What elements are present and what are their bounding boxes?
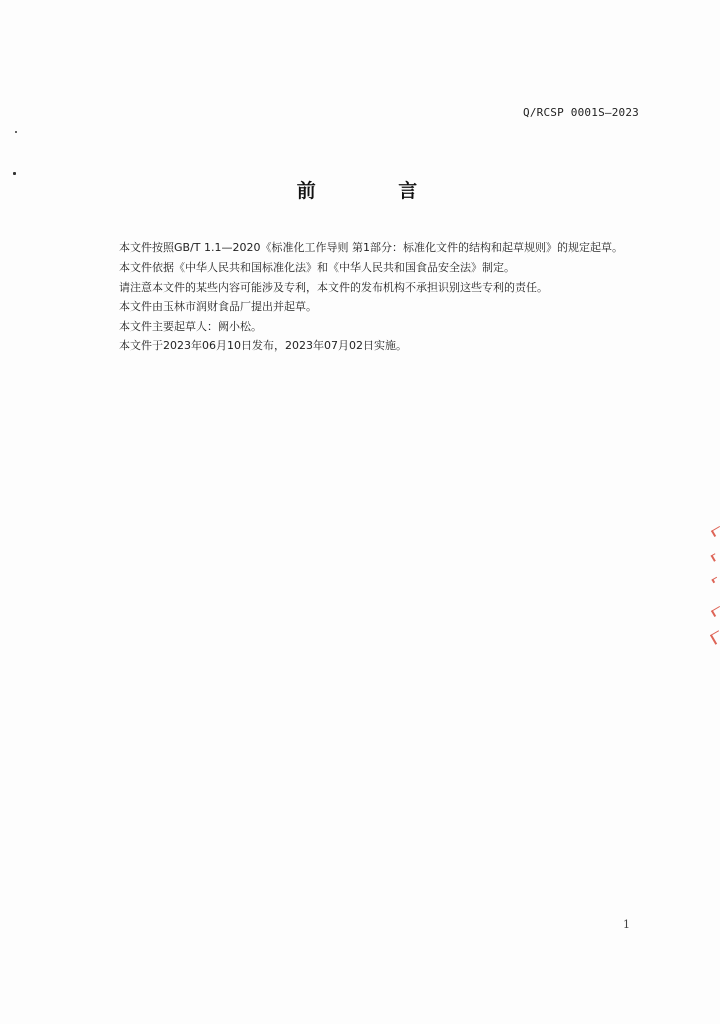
scan-speck — [13, 172, 16, 175]
paragraph-drafter: 本文件主要起草人：阙小松。 — [119, 319, 262, 333]
paragraph-proposer: 本文件由玉林市润财食品厂提出并起草。 — [119, 300, 317, 313]
standard-code: Q/RCSP 0001S—2023 — [523, 106, 639, 119]
seal-stamp-edge — [710, 520, 720, 660]
paragraph-drafting-rules: 本文件按照GB/T 1.1—2020《标准化工作导则 第1部分：标准化文件的结构和起草规则》的规定起草。 — [119, 241, 623, 254]
paragraph-patent-notice: 请注意本文件的某些内容可能涉及专利，本文件的发布机构不承担识别这些专利的责任。 — [119, 280, 548, 294]
paragraph-dates: 本文件于2023年06月10日发布，2023年07月02日实施。 — [119, 339, 407, 352]
paragraph-legal-basis: 本文件依据《中华人民共和国标准化法》和《中华人民共和国食品安全法》制定。 — [119, 261, 515, 274]
page-number: 1 — [623, 918, 630, 931]
foreword-body — [96, 238, 638, 356]
page-title: 前 言 — [296, 180, 456, 202]
scan-speck — [15, 131, 17, 133]
